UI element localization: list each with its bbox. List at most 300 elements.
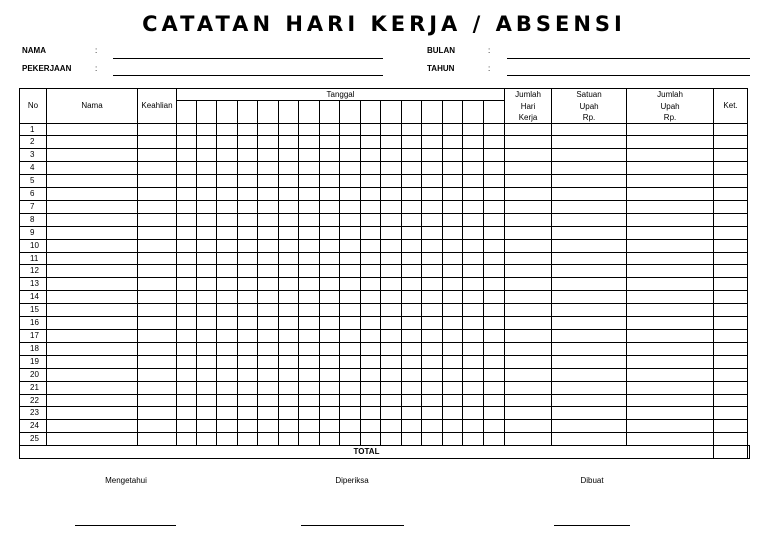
tanggal-cell[interactable]	[484, 433, 505, 446]
jumlah-upah-cell[interactable]	[627, 200, 714, 213]
tanggal-cell[interactable]	[463, 342, 484, 355]
jumlah-upah-cell[interactable]	[627, 304, 714, 317]
keahlian-cell[interactable]	[138, 368, 177, 381]
nama-cell[interactable]	[47, 226, 138, 239]
keahlian-cell[interactable]	[138, 226, 177, 239]
tanggal-cell[interactable]	[320, 175, 340, 188]
tanggal-cell[interactable]	[361, 433, 381, 446]
tanggal-cell[interactable]	[279, 433, 299, 446]
tanggal-cell[interactable]	[279, 291, 299, 304]
tanggal-cell[interactable]	[320, 355, 340, 368]
jumlah-hari-cell[interactable]	[505, 188, 552, 201]
tanggal-cell[interactable]	[197, 433, 217, 446]
tanggal-cell[interactable]	[217, 330, 238, 343]
tanggal-cell[interactable]	[217, 252, 238, 265]
tanggal-cell[interactable]	[177, 291, 197, 304]
tanggal-cell[interactable]	[340, 433, 361, 446]
tanggal-cell[interactable]	[238, 278, 258, 291]
ket-cell[interactable]	[714, 213, 748, 226]
jumlah-hari-cell[interactable]	[505, 420, 552, 433]
tanggal-cell[interactable]	[197, 213, 217, 226]
tanggal-cell[interactable]	[443, 213, 463, 226]
tanggal-cell[interactable]	[238, 394, 258, 407]
tanggal-cell[interactable]	[484, 278, 505, 291]
tanggal-cell[interactable]	[402, 355, 422, 368]
tanggal-cell[interactable]	[361, 304, 381, 317]
tanggal-cell[interactable]	[443, 304, 463, 317]
tanggal-cell[interactable]	[381, 407, 402, 420]
tanggal-cell[interactable]	[197, 304, 217, 317]
tanggal-cell[interactable]	[484, 175, 505, 188]
tanggal-cell[interactable]	[463, 304, 484, 317]
keahlian-cell[interactable]	[138, 317, 177, 330]
tanggal-cell[interactable]	[422, 149, 443, 162]
ket-cell[interactable]	[714, 317, 748, 330]
tanggal-cell[interactable]	[299, 123, 320, 136]
tanggal-cell[interactable]	[238, 304, 258, 317]
tanggal-cell[interactable]	[340, 407, 361, 420]
tanggal-cell[interactable]	[320, 278, 340, 291]
tanggal-cell[interactable]	[361, 265, 381, 278]
tanggal-cell[interactable]	[279, 213, 299, 226]
tanggal-cell[interactable]	[279, 394, 299, 407]
tanggal-cell[interactable]	[299, 330, 320, 343]
total-ket-cell[interactable]	[748, 446, 750, 459]
tanggal-cell[interactable]	[381, 278, 402, 291]
keahlian-cell[interactable]	[138, 175, 177, 188]
ket-cell[interactable]	[714, 330, 748, 343]
tanggal-cell[interactable]	[299, 433, 320, 446]
tanggal-cell[interactable]	[402, 123, 422, 136]
tanggal-cell[interactable]	[258, 200, 279, 213]
nama-cell[interactable]	[47, 407, 138, 420]
tanggal-cell[interactable]	[258, 213, 279, 226]
tanggal-cell[interactable]	[177, 188, 197, 201]
tanggal-cell[interactable]	[258, 226, 279, 239]
jumlah-hari-cell[interactable]	[505, 213, 552, 226]
tanggal-cell[interactable]	[197, 420, 217, 433]
tanggal-cell[interactable]	[484, 304, 505, 317]
nama-cell[interactable]	[47, 368, 138, 381]
satuan-upah-cell[interactable]	[552, 175, 627, 188]
tanggal-cell[interactable]	[443, 265, 463, 278]
tanggal-cell[interactable]	[402, 381, 422, 394]
tanggal-cell[interactable]	[381, 420, 402, 433]
tanggal-cell[interactable]	[484, 213, 505, 226]
tanggal-cell[interactable]	[279, 342, 299, 355]
tanggal-cell[interactable]	[422, 123, 443, 136]
tanggal-cell[interactable]	[484, 407, 505, 420]
signature-mengetahui-line[interactable]	[75, 525, 176, 526]
tanggal-cell[interactable]	[361, 252, 381, 265]
tanggal-cell[interactable]	[381, 200, 402, 213]
tanggal-cell[interactable]	[340, 291, 361, 304]
tanggal-cell[interactable]	[320, 149, 340, 162]
ket-cell[interactable]	[714, 342, 748, 355]
tanggal-cell[interactable]	[177, 394, 197, 407]
keahlian-cell[interactable]	[138, 433, 177, 446]
tanggal-cell[interactable]	[443, 330, 463, 343]
tanggal-cell[interactable]	[463, 330, 484, 343]
tanggal-cell[interactable]	[217, 291, 238, 304]
tanggal-cell[interactable]	[463, 162, 484, 175]
jumlah-hari-cell[interactable]	[505, 330, 552, 343]
tanggal-cell[interactable]	[463, 265, 484, 278]
tanggal-cell[interactable]	[238, 175, 258, 188]
tanggal-cell[interactable]	[238, 265, 258, 278]
tanggal-cell[interactable]	[443, 162, 463, 175]
tanggal-cell[interactable]	[402, 342, 422, 355]
tanggal-cell[interactable]	[422, 407, 443, 420]
satuan-upah-cell[interactable]	[552, 342, 627, 355]
tanggal-cell[interactable]	[279, 420, 299, 433]
tanggal-cell[interactable]	[197, 265, 217, 278]
tanggal-cell[interactable]	[238, 188, 258, 201]
tanggal-cell[interactable]	[402, 162, 422, 175]
ket-cell[interactable]	[714, 136, 748, 149]
tanggal-cell[interactable]	[279, 252, 299, 265]
ket-cell[interactable]	[714, 420, 748, 433]
jumlah-upah-cell[interactable]	[627, 278, 714, 291]
jumlah-upah-cell[interactable]	[627, 213, 714, 226]
tanggal-cell[interactable]	[361, 162, 381, 175]
satuan-upah-cell[interactable]	[552, 188, 627, 201]
jumlah-upah-cell[interactable]	[627, 433, 714, 446]
tanggal-cell[interactable]	[197, 291, 217, 304]
tanggal-cell[interactable]	[463, 278, 484, 291]
tanggal-cell[interactable]	[320, 407, 340, 420]
tanggal-cell[interactable]	[361, 317, 381, 330]
tanggal-cell[interactable]	[197, 149, 217, 162]
tanggal-cell[interactable]	[320, 265, 340, 278]
tanggal-cell[interactable]	[443, 420, 463, 433]
jumlah-upah-cell[interactable]	[627, 394, 714, 407]
tanggal-cell[interactable]	[381, 381, 402, 394]
tanggal-cell[interactable]	[197, 394, 217, 407]
tanggal-cell[interactable]	[484, 188, 505, 201]
nama-cell[interactable]	[47, 213, 138, 226]
tanggal-cell[interactable]	[463, 394, 484, 407]
tanggal-cell[interactable]	[402, 420, 422, 433]
ket-cell[interactable]	[714, 433, 748, 446]
tanggal-cell[interactable]	[299, 368, 320, 381]
jumlah-hari-cell[interactable]	[505, 381, 552, 394]
tanggal-cell[interactable]	[361, 213, 381, 226]
tanggal-cell[interactable]	[197, 239, 217, 252]
tanggal-cell[interactable]	[484, 123, 505, 136]
jumlah-upah-cell[interactable]	[627, 175, 714, 188]
tanggal-cell[interactable]	[443, 355, 463, 368]
tanggal-cell[interactable]	[177, 381, 197, 394]
tanggal-cell[interactable]	[463, 200, 484, 213]
tanggal-cell[interactable]	[177, 162, 197, 175]
tanggal-cell[interactable]	[340, 317, 361, 330]
tanggal-cell[interactable]	[361, 175, 381, 188]
keahlian-cell[interactable]	[138, 265, 177, 278]
satuan-upah-cell[interactable]	[552, 123, 627, 136]
tanggal-cell[interactable]	[463, 355, 484, 368]
tanggal-cell[interactable]	[381, 239, 402, 252]
tanggal-cell[interactable]	[238, 213, 258, 226]
tanggal-cell[interactable]	[340, 394, 361, 407]
tanggal-cell[interactable]	[197, 368, 217, 381]
tanggal-cell[interactable]	[217, 239, 238, 252]
tanggal-cell[interactable]	[258, 239, 279, 252]
tanggal-cell[interactable]	[279, 330, 299, 343]
tanggal-cell[interactable]	[443, 175, 463, 188]
tanggal-cell[interactable]	[258, 342, 279, 355]
tanggal-cell[interactable]	[299, 265, 320, 278]
jumlah-upah-cell[interactable]	[627, 291, 714, 304]
tanggal-cell[interactable]	[299, 420, 320, 433]
tanggal-cell[interactable]	[320, 291, 340, 304]
nama-cell[interactable]	[47, 265, 138, 278]
tanggal-cell[interactable]	[381, 123, 402, 136]
jumlah-hari-cell[interactable]	[505, 342, 552, 355]
tanggal-cell[interactable]	[484, 252, 505, 265]
tanggal-cell[interactable]	[443, 278, 463, 291]
pekerjaan-field[interactable]	[113, 75, 383, 76]
jumlah-upah-cell[interactable]	[627, 162, 714, 175]
tanggal-cell[interactable]	[217, 317, 238, 330]
tanggal-cell[interactable]	[381, 149, 402, 162]
tanggal-cell[interactable]	[177, 136, 197, 149]
tanggal-cell[interactable]	[340, 188, 361, 201]
tanggal-cell[interactable]	[422, 433, 443, 446]
ket-cell[interactable]	[714, 239, 748, 252]
tanggal-cell[interactable]	[320, 420, 340, 433]
ket-cell[interactable]	[714, 149, 748, 162]
tanggal-cell[interactable]	[361, 226, 381, 239]
signature-diperiksa-line[interactable]	[301, 525, 404, 526]
satuan-upah-cell[interactable]	[552, 381, 627, 394]
tanggal-cell[interactable]	[238, 136, 258, 149]
nama-cell[interactable]	[47, 252, 138, 265]
tanggal-cell[interactable]	[402, 278, 422, 291]
tanggal-cell[interactable]	[381, 226, 402, 239]
tanggal-cell[interactable]	[299, 226, 320, 239]
tanggal-cell[interactable]	[484, 330, 505, 343]
satuan-upah-cell[interactable]	[552, 317, 627, 330]
tanggal-cell[interactable]	[258, 149, 279, 162]
tanggal-cell[interactable]	[279, 381, 299, 394]
tanggal-cell[interactable]	[443, 394, 463, 407]
tanggal-cell[interactable]	[484, 368, 505, 381]
tanggal-cell[interactable]	[320, 342, 340, 355]
tanggal-cell[interactable]	[197, 252, 217, 265]
tanggal-cell[interactable]	[340, 278, 361, 291]
tanggal-cell[interactable]	[422, 213, 443, 226]
tanggal-cell[interactable]	[463, 123, 484, 136]
tanggal-cell[interactable]	[238, 162, 258, 175]
tanggal-cell[interactable]	[381, 188, 402, 201]
tanggal-cell[interactable]	[177, 420, 197, 433]
tanggal-cell[interactable]	[177, 200, 197, 213]
ket-cell[interactable]	[714, 355, 748, 368]
jumlah-hari-cell[interactable]	[505, 149, 552, 162]
tanggal-cell[interactable]	[443, 252, 463, 265]
tanggal-cell[interactable]	[463, 317, 484, 330]
tanggal-cell[interactable]	[258, 368, 279, 381]
ket-cell[interactable]	[714, 394, 748, 407]
satuan-upah-cell[interactable]	[552, 239, 627, 252]
satuan-upah-cell[interactable]	[552, 200, 627, 213]
tanggal-cell[interactable]	[217, 368, 238, 381]
tanggal-cell[interactable]	[443, 200, 463, 213]
tanggal-cell[interactable]	[238, 200, 258, 213]
tanggal-cell[interactable]	[422, 355, 443, 368]
tanggal-cell[interactable]	[463, 252, 484, 265]
tanggal-cell[interactable]	[422, 317, 443, 330]
tanggal-cell[interactable]	[320, 252, 340, 265]
tanggal-cell[interactable]	[484, 381, 505, 394]
tanggal-cell[interactable]	[238, 317, 258, 330]
tanggal-cell[interactable]	[258, 304, 279, 317]
tanggal-cell[interactable]	[422, 330, 443, 343]
satuan-upah-cell[interactable]	[552, 433, 627, 446]
tanggal-cell[interactable]	[361, 123, 381, 136]
tanggal-cell[interactable]	[340, 136, 361, 149]
nama-cell[interactable]	[47, 317, 138, 330]
satuan-upah-cell[interactable]	[552, 252, 627, 265]
jumlah-upah-cell[interactable]	[627, 252, 714, 265]
tanggal-cell[interactable]	[340, 226, 361, 239]
tanggal-cell[interactable]	[217, 123, 238, 136]
tanggal-cell[interactable]	[463, 149, 484, 162]
tanggal-cell[interactable]	[177, 278, 197, 291]
tanggal-cell[interactable]	[217, 213, 238, 226]
tanggal-cell[interactable]	[340, 149, 361, 162]
tanggal-cell[interactable]	[443, 433, 463, 446]
tanggal-cell[interactable]	[258, 188, 279, 201]
tanggal-cell[interactable]	[177, 355, 197, 368]
tanggal-cell[interactable]	[340, 213, 361, 226]
tanggal-cell[interactable]	[340, 420, 361, 433]
nama-cell[interactable]	[47, 394, 138, 407]
tanggal-cell[interactable]	[340, 123, 361, 136]
tanggal-cell[interactable]	[443, 407, 463, 420]
nama-cell[interactable]	[47, 342, 138, 355]
tanggal-cell[interactable]	[217, 226, 238, 239]
nama-cell[interactable]	[47, 162, 138, 175]
tanggal-cell[interactable]	[299, 175, 320, 188]
tanggal-cell[interactable]	[402, 239, 422, 252]
tanggal-cell[interactable]	[217, 175, 238, 188]
tanggal-cell[interactable]	[381, 433, 402, 446]
tanggal-cell[interactable]	[484, 136, 505, 149]
tanggal-cell[interactable]	[217, 394, 238, 407]
tanggal-cell[interactable]	[402, 291, 422, 304]
tanggal-cell[interactable]	[258, 175, 279, 188]
ket-cell[interactable]	[714, 175, 748, 188]
nama-cell[interactable]	[47, 123, 138, 136]
tanggal-cell[interactable]	[299, 252, 320, 265]
tanggal-cell[interactable]	[197, 200, 217, 213]
tanggal-cell[interactable]	[197, 188, 217, 201]
tanggal-cell[interactable]	[402, 407, 422, 420]
tanggal-cell[interactable]	[361, 239, 381, 252]
tanggal-cell[interactable]	[484, 291, 505, 304]
tanggal-cell[interactable]	[381, 394, 402, 407]
tanggal-cell[interactable]	[197, 330, 217, 343]
tanggal-cell[interactable]	[320, 213, 340, 226]
satuan-upah-cell[interactable]	[552, 162, 627, 175]
tanggal-cell[interactable]	[320, 304, 340, 317]
jumlah-upah-cell[interactable]	[627, 330, 714, 343]
tanggal-cell[interactable]	[340, 162, 361, 175]
ket-cell[interactable]	[714, 407, 748, 420]
tanggal-cell[interactable]	[422, 226, 443, 239]
tanggal-cell[interactable]	[217, 200, 238, 213]
tanggal-cell[interactable]	[177, 304, 197, 317]
tanggal-cell[interactable]	[381, 342, 402, 355]
tanggal-cell[interactable]	[299, 136, 320, 149]
tanggal-cell[interactable]	[320, 162, 340, 175]
tanggal-cell[interactable]	[381, 252, 402, 265]
tanggal-cell[interactable]	[299, 355, 320, 368]
tanggal-cell[interactable]	[402, 317, 422, 330]
tanggal-cell[interactable]	[217, 304, 238, 317]
tanggal-cell[interactable]	[217, 407, 238, 420]
tanggal-cell[interactable]	[279, 200, 299, 213]
tanggal-cell[interactable]	[258, 355, 279, 368]
tanggal-cell[interactable]	[381, 355, 402, 368]
jumlah-upah-cell[interactable]	[627, 381, 714, 394]
tanggal-cell[interactable]	[258, 291, 279, 304]
tanggal-cell[interactable]	[177, 252, 197, 265]
tanggal-cell[interactable]	[177, 149, 197, 162]
tanggal-cell[interactable]	[217, 188, 238, 201]
keahlian-cell[interactable]	[138, 149, 177, 162]
jumlah-hari-cell[interactable]	[505, 136, 552, 149]
nama-cell[interactable]	[47, 136, 138, 149]
tanggal-cell[interactable]	[361, 342, 381, 355]
tanggal-cell[interactable]	[340, 265, 361, 278]
tanggal-cell[interactable]	[443, 123, 463, 136]
tanggal-cell[interactable]	[361, 188, 381, 201]
jumlah-hari-cell[interactable]	[505, 407, 552, 420]
tanggal-cell[interactable]	[463, 226, 484, 239]
keahlian-cell[interactable]	[138, 188, 177, 201]
tanggal-cell[interactable]	[484, 265, 505, 278]
jumlah-hari-cell[interactable]	[505, 317, 552, 330]
jumlah-hari-cell[interactable]	[505, 394, 552, 407]
tanggal-cell[interactable]	[422, 368, 443, 381]
tanggal-cell[interactable]	[484, 200, 505, 213]
nama-cell[interactable]	[47, 355, 138, 368]
tanggal-cell[interactable]	[443, 368, 463, 381]
tanggal-cell[interactable]	[258, 330, 279, 343]
tanggal-cell[interactable]	[258, 420, 279, 433]
tanggal-cell[interactable]	[320, 330, 340, 343]
ket-cell[interactable]	[714, 252, 748, 265]
nama-cell[interactable]	[47, 200, 138, 213]
tanggal-cell[interactable]	[422, 291, 443, 304]
nama-cell[interactable]	[47, 239, 138, 252]
satuan-upah-cell[interactable]	[552, 368, 627, 381]
tanggal-cell[interactable]	[238, 433, 258, 446]
tanggal-cell[interactable]	[320, 136, 340, 149]
tanggal-cell[interactable]	[217, 355, 238, 368]
tanggal-cell[interactable]	[381, 368, 402, 381]
tanggal-cell[interactable]	[340, 239, 361, 252]
tanggal-cell[interactable]	[463, 188, 484, 201]
keahlian-cell[interactable]	[138, 123, 177, 136]
tanggal-cell[interactable]	[463, 420, 484, 433]
tanggal-cell[interactable]	[484, 394, 505, 407]
tanggal-cell[interactable]	[217, 149, 238, 162]
tanggal-cell[interactable]	[340, 304, 361, 317]
